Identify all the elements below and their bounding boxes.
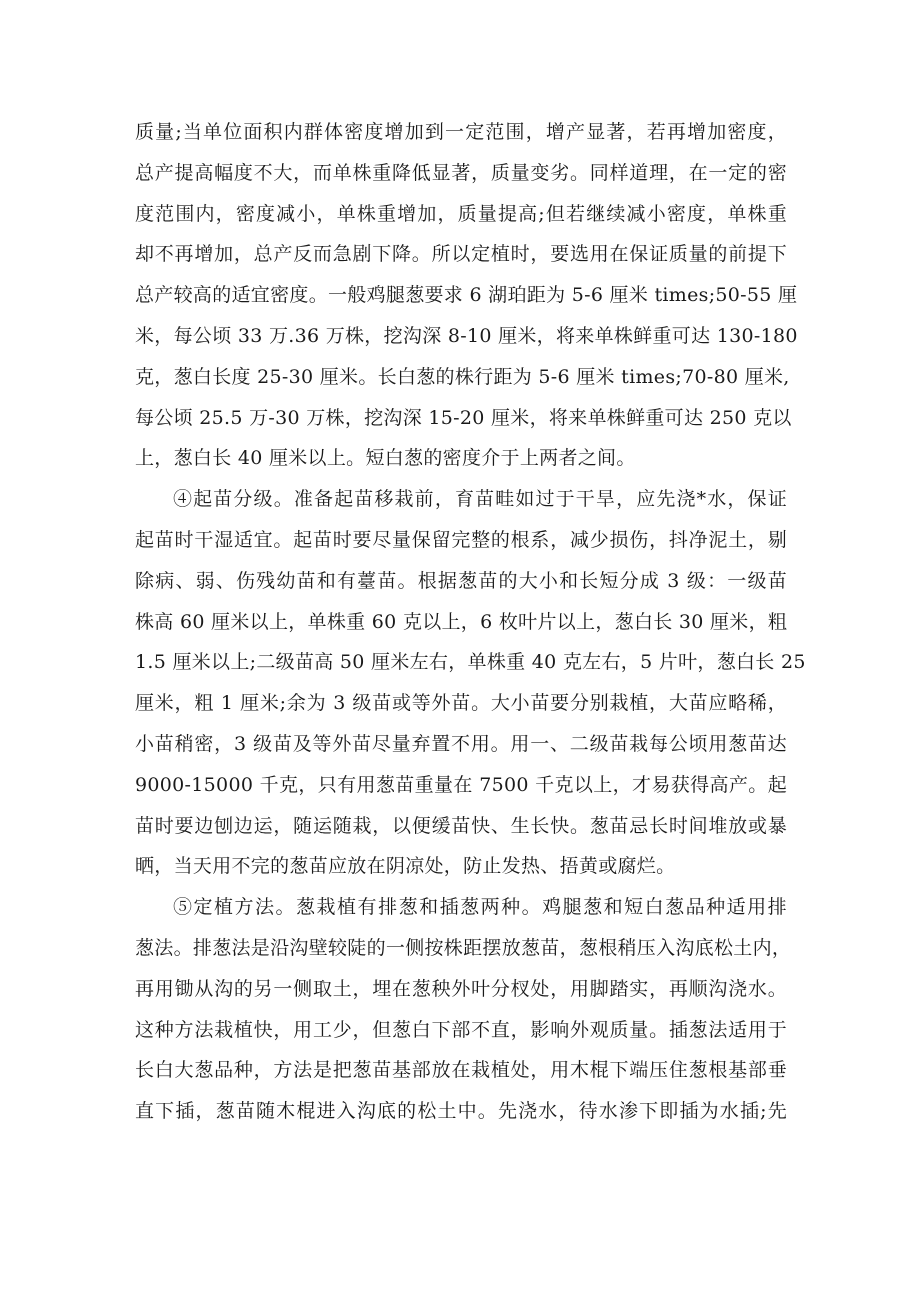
text-line: 这种方法栽植快，用工少，但葱白下部不直，影响外观质量。插葱法适用于 xyxy=(135,1018,787,1041)
text-line: 总产较高的适宜密度。一般鸡腿葱要求 6 湖珀距为 5-6 厘米 times;50-55 厘 xyxy=(135,284,798,307)
text-line: 上，葱白长 40 厘米以上。短白葱的密度介于上两者之间。 xyxy=(135,447,636,470)
text-line: 株高 60 厘米以上，单株重 60 克以上，6 枚叶片以上，葱白长 30 厘米，粗 xyxy=(135,610,788,633)
text-line: 葱法。排葱法是沿沟壁较陡的一侧按株距摆放葱苗，葱根稍压入沟底松土内， xyxy=(135,936,792,959)
text-line: 厘米，粗 1 厘米;余为 3 级苗或等外苗。大小苗要分别栽植，大苗应略稀， xyxy=(135,692,787,715)
text-line: 每公顷 25.5 万-30 万株，挖沟深 15-20 厘米，将来单株鲜重可达 250 克以 xyxy=(135,406,792,429)
document-page xyxy=(135,112,806,1132)
text-line: ⑤定植方法。葱栽植有排葱和插葱两种。鸡腿葱和短白葱品种适用排 xyxy=(173,896,787,919)
text-line: 直下插，葱苗随木棍进入沟底的松土中。先浇水，待水渗下即插为水插;先 xyxy=(135,1100,787,1123)
text-line: 9000-15000 千克，只有用葱苗重量在 7500 千克以上，才易获得高产。起 xyxy=(135,773,787,796)
text-line: 克，葱白长度 25-30 厘米。长白葱的株行距为 5-6 厘米 times;70-80 厘米, xyxy=(135,365,790,388)
text-line: 度范围内，密度减小，单株重增加，质量提高;但若继续减小密度，单株重 xyxy=(135,202,787,225)
paragraph-seedling-grading xyxy=(135,479,806,887)
text-line: 长白大葱品种，方法是把葱苗基部放在栽植处，用木棍下端压住葱根基部垂 xyxy=(135,1059,787,1082)
text-line: 小苗稍密，3 级苗及等外苗尽量弃置不用。用一、二级苗栽每公顷用葱苗达 xyxy=(135,732,787,755)
text-line: 米，每公顷 33 万.36 万株，挖沟深 8-10 厘米，将来单株鲜重可达 130-180 xyxy=(135,324,798,347)
text-line: 除病、弱、伤残幼苗和有薹苗。根据葱苗的大小和长短分成 3 级：一级苗 xyxy=(135,569,787,592)
paragraph-planting-method xyxy=(135,887,792,1132)
paragraph-density xyxy=(135,112,798,479)
text-line: 却不再增加，总产反而急剧下降。所以定植时，要选用在保证质量的前提下 xyxy=(135,243,787,266)
text-line: 质量;当单位面积内群体密度增加到一定范围，增产显著，若再增加密度， xyxy=(135,121,787,143)
text-line: 1.5 厘米以上;二级苗高 50 厘米左右，单株重 40 克左右，5 片叶，葱白长 25 xyxy=(135,651,806,674)
text-line: 再用锄从沟的另一侧取土，埋在葱秧外叶分杈处，用脚踏实，再顺沟浇水。 xyxy=(135,977,787,1000)
text-line: 起苗时干湿适宜。起苗时要尽量保留完整的根系，减少损伤，抖净泥土，剔 xyxy=(135,528,787,551)
text-line: 晒，当天用不完的葱苗应放在阴凉处，防止发热、捂黄或腐烂。 xyxy=(135,855,676,878)
text-line: 苗时要边刨边运，随运随栽，以便缓苗快、生长快。葱苗忌长时间堆放或暴 xyxy=(135,814,787,837)
text-line: 总产提高幅度不大，而单株重降低显著，质量变劣。同样道理，在一定的密 xyxy=(135,161,787,184)
text-line: ④起苗分级。准备起苗移栽前，育苗畦如过于干旱，应先浇*水，保证 xyxy=(173,488,787,511)
